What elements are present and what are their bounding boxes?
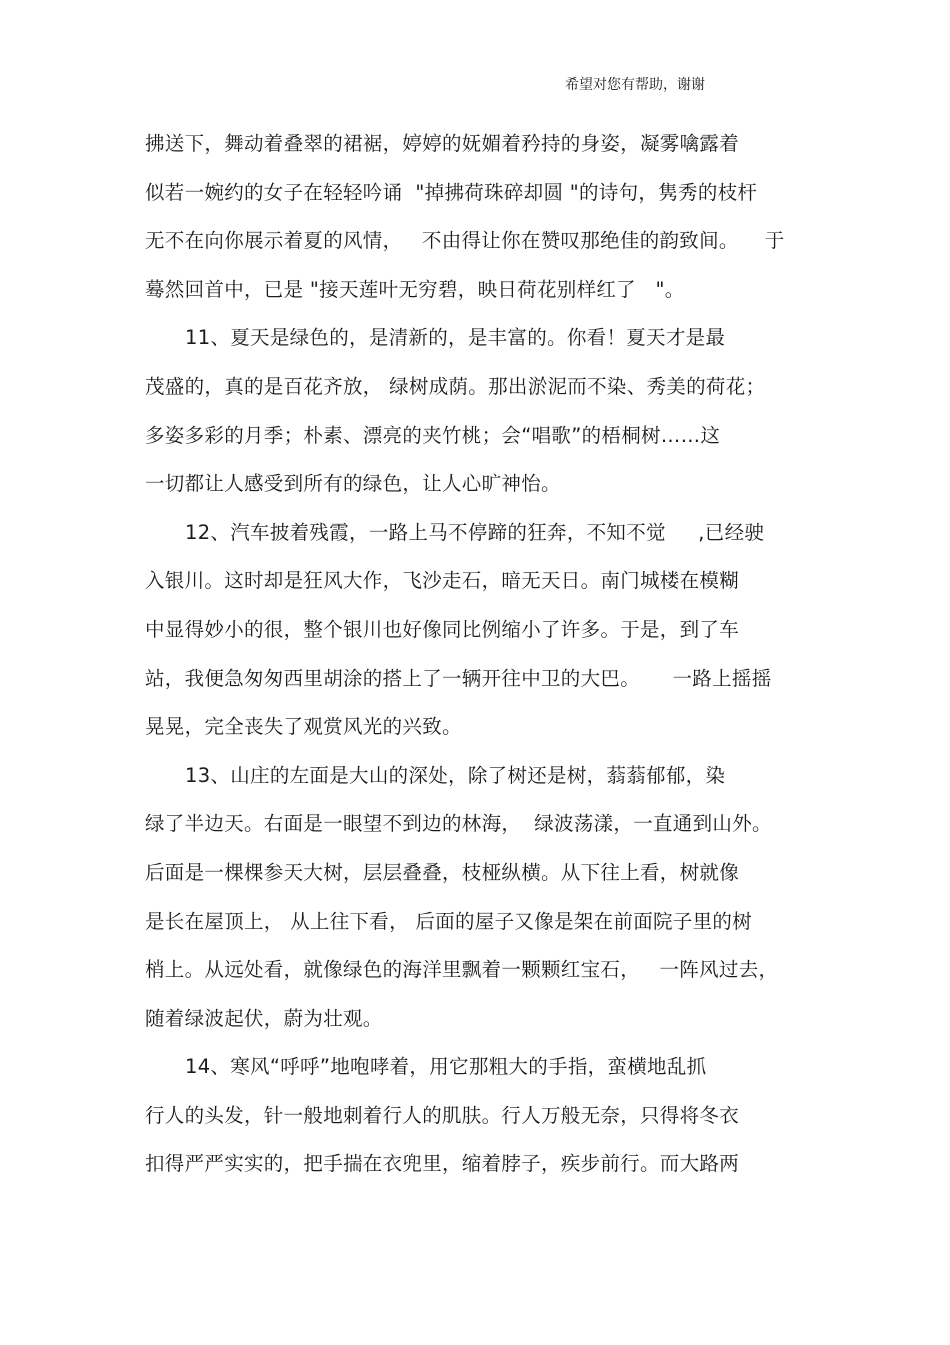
paragraph-start-13: 13、山庄的左面是大山的深处，除了树还是树，蓊蓊郁郁，染 [185,763,726,787]
text-line: 随着绿波起伏，蔚为壮观。 [145,1006,383,1030]
header-note: 希望对您有帮助，谢谢 [565,77,705,93]
text-line: 后面是一棵棵参天大树，层层叠叠，枝桠纵横。从下往上看，树就像 [145,860,740,884]
body-text [145,126,825,1195]
paragraph-start-14: 14、寒风“呼呼”地咆哮着，用它那粗大的手指，蛮横地乱抓 [185,1055,707,1079]
text-line: 行人的头发，针一般地刺着行人的肌肤。行人万般无奈，只得将冬衣 [145,1103,740,1127]
text-line: 蓦然回首中，已是 "接天莲叶无穷碧，映日荷花别样红了 "。 [145,277,685,301]
text-line: 是长在屋顶上， 从上往下看， 后面的屋子又像是架在前面院子里的树 [145,909,752,933]
text-line: 梢上。从远处看，就像绿色的海洋里飘着一颗颗红宝石， 一阵风过去， [145,958,779,982]
paragraph-start-11: 11、夏天是绿色的，是清新的，是丰富的。你看！夏天才是最 [185,326,726,350]
text-line: 多姿多彩的月季；朴素、漂亮的夹竹桃；会“唱歌”的梧桐树……这 [145,423,721,447]
text-line: 入银川。这时却是狂风大作，飞沙走石，暗无天日。南门城楼在模糊 [145,569,740,593]
text-line: 无不在向你展示着夏的风情， 不由得让你在赞叹那绝佳的韵致间。 于 [145,229,785,253]
text-line: 中显得妙小的很，整个银川也好像同比例缩小了许多。于是，到了车 [145,617,740,641]
text-line: 一切都让人感受到所有的绿色，让人心旷神怡。 [145,472,561,496]
text-line: 似若一婉约的女子在轻轻吟诵 "掉拂荷珠碎却圆 "的诗句，隽秀的枝杆 [145,180,758,204]
text-line: 晃晃，完全丧失了观赏风光的兴致。 [145,715,462,739]
paragraph-start-12: 12、汽车披着残霞，一路上马不停蹄的狂奔，不知不觉 ,已经驶 [185,520,765,544]
text-line: 拂送下，舞动着叠翠的裙裾，婷婷的妩媚着矜持的身姿，凝雾噙露着 [145,132,740,155]
text-line: 扣得严严实实的，把手揣在衣兜里，缩着脖子，疾步前行。而大路两 [145,1152,740,1176]
text-line: 绿了半边天。右面是一眼望不到边的林海， 绿波荡漾，一直通到山外。 [145,812,772,836]
text-line: 站，我便急匆匆西里胡涂的搭上了一辆开往中卫的大巴。 一路上摇摇 [145,666,772,690]
text-line: 茂盛的，真的是百花齐放， 绿树成荫。那出淤泥而不染、秀美的荷花； [145,374,766,398]
